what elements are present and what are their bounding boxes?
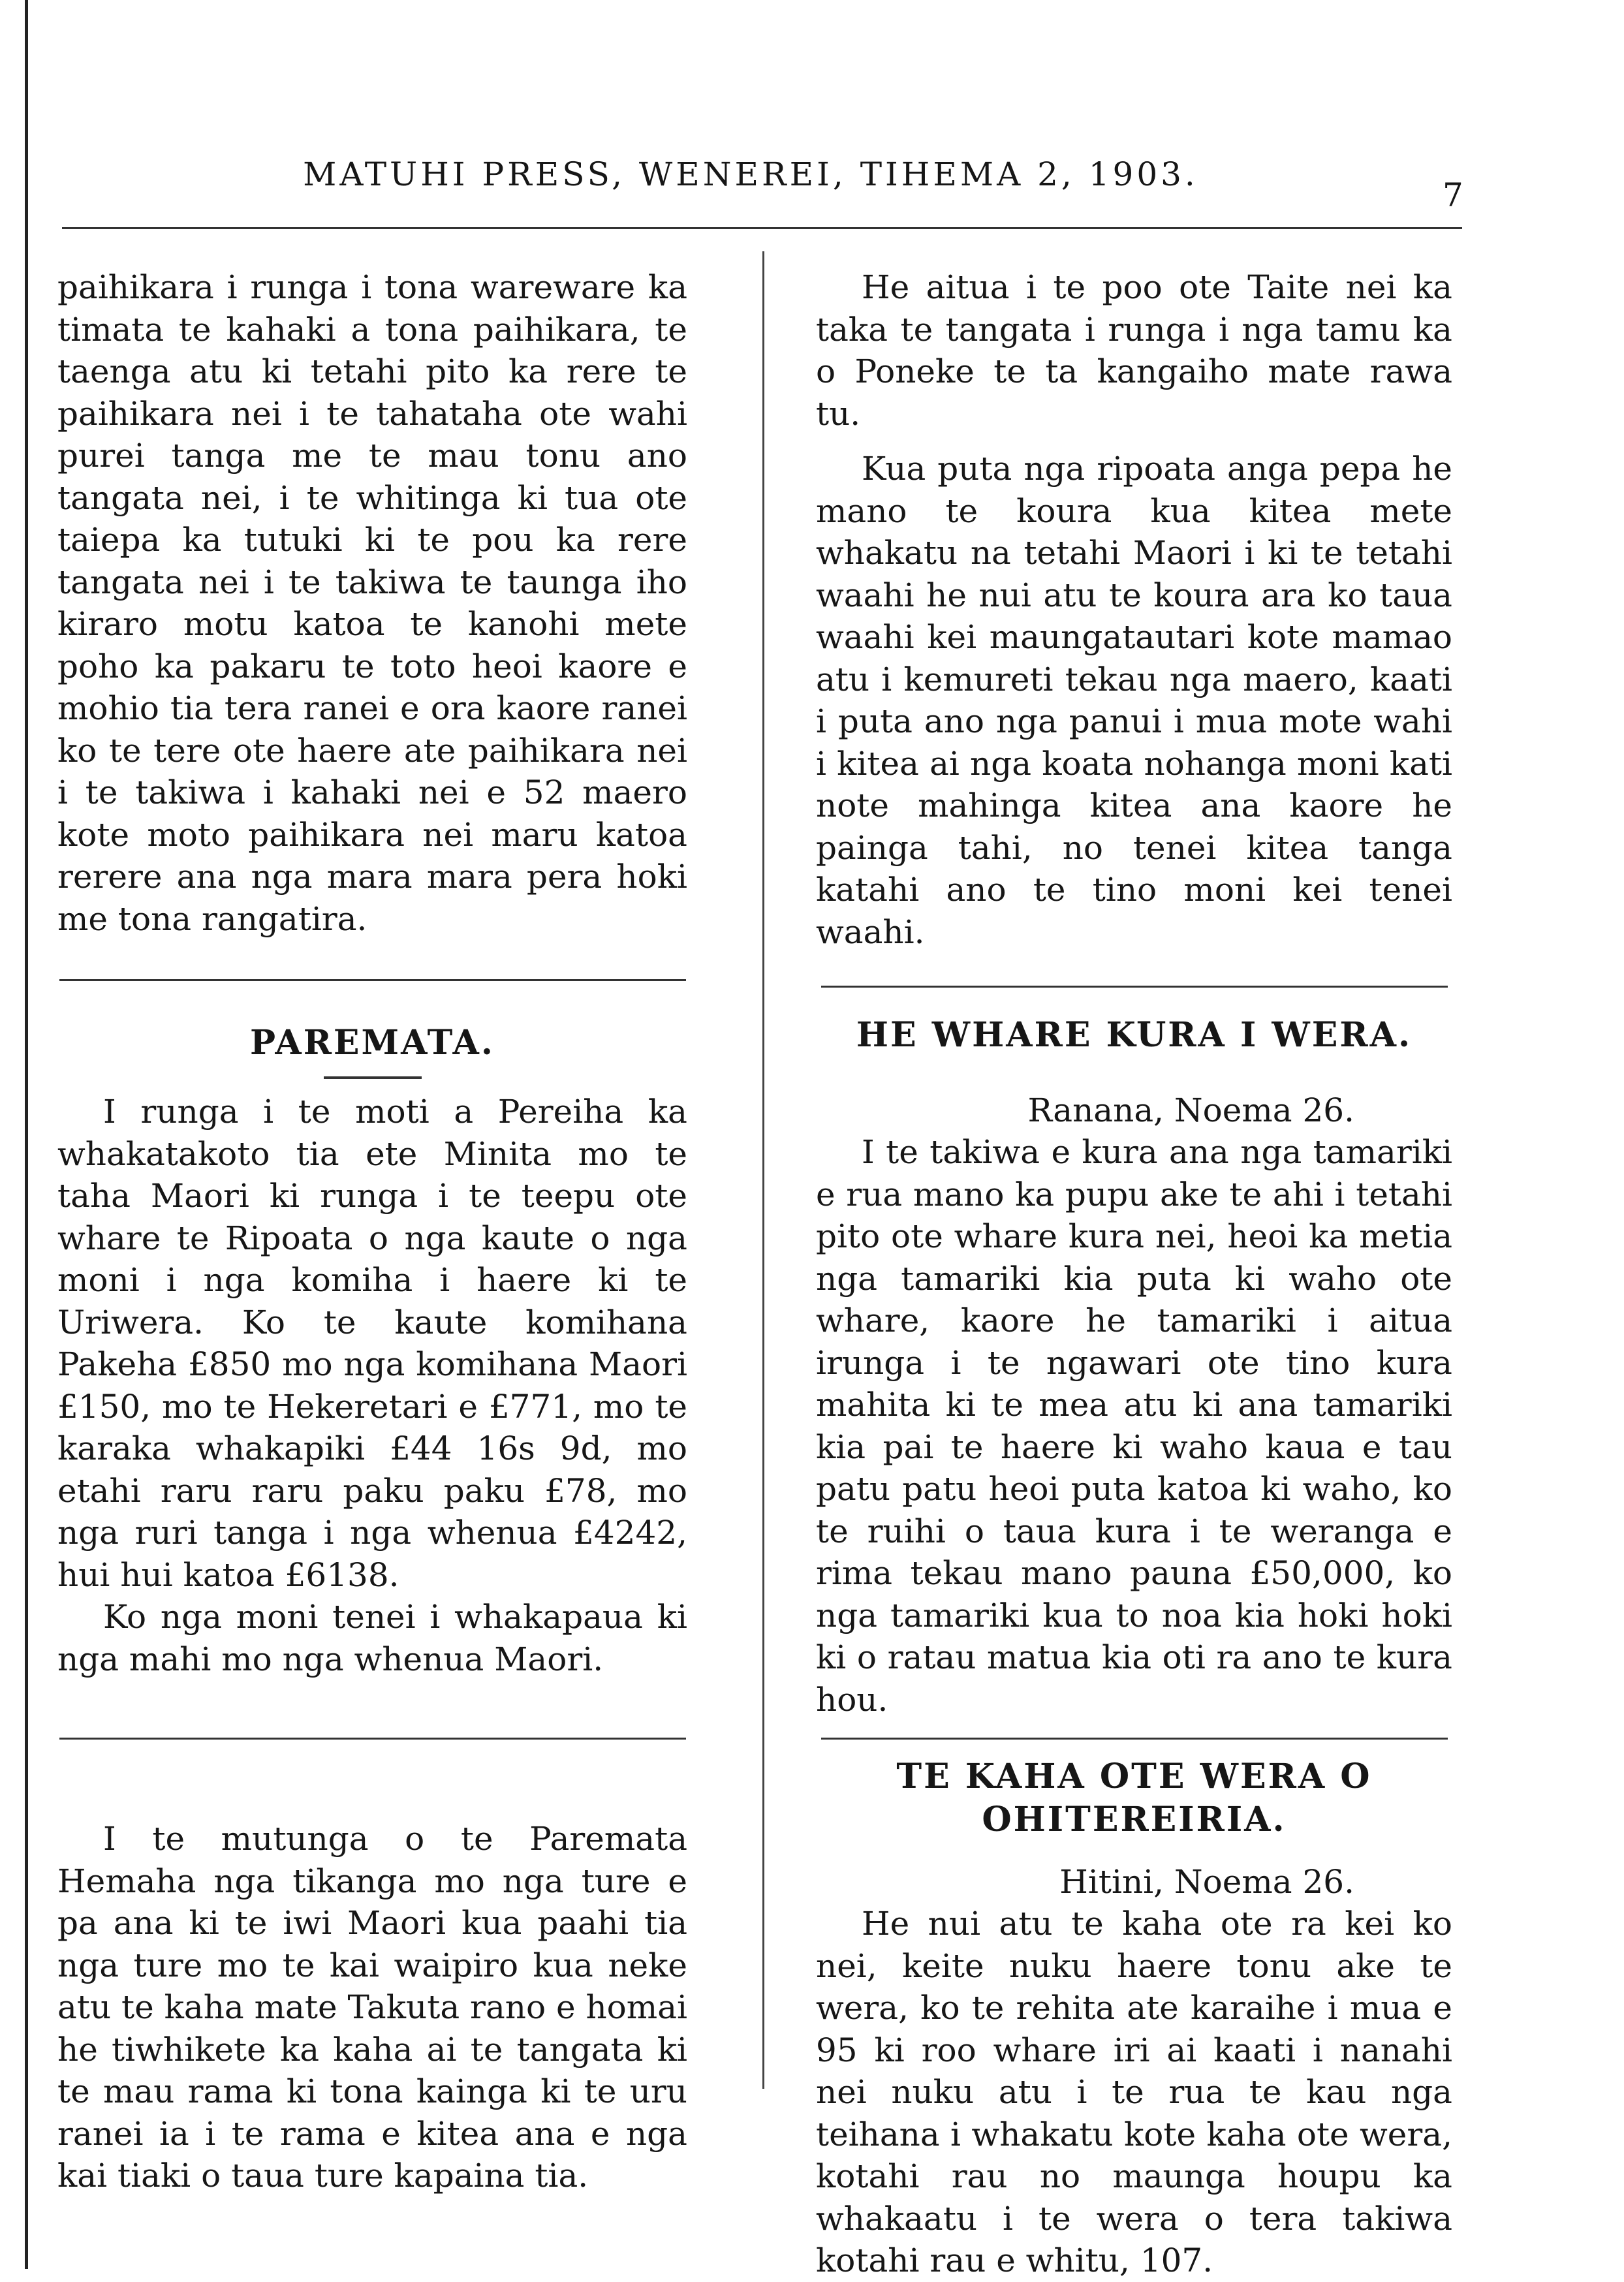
running-head: MATUHI PRESS, WENEREI, TIHEMA 2, 1903. bbox=[303, 155, 1198, 193]
dateline-sydney: Hitini, Noema 26. bbox=[1059, 1863, 1354, 1901]
heat-paragraph: He nui atu te kaha ote ra kei ko nei, keite nuku haere tonu ake te wera, ko te rehita ate karaihe i mua e 95 ki roo whare iri ai kaati i nanahi nei nuku atu i te rua te kau nga teihana i whakatu kote kaha ote wera, kotahi rau no maunga houpu ka whakaatu i te wera o tera takiwa kotahi rau e whitu, 107. bbox=[816, 1905, 1452, 2279]
right-column bbox=[816, 266, 1452, 2282]
left-column bbox=[57, 266, 687, 2197]
paremata-paragraph: I runga i te moti a Pereiha ka whakatakoto tia ete Minita mo te taha Maori ki runga i te teepu ote whare te Ripoata o nga kaute o nga moni i nga komiha i haere ki te Uriwera. Ko te kaute komihana Pakeha £850 mo nga komihana Maori £150, mo te Hekeretari e £771, mo te karaka whakapiki £44 16s 9d, mo etahi raru raru paku paku £78, mo nga ruri tanga i nga whenua £4242, hui hui katoa £6138. bbox=[57, 1093, 687, 1594]
title-underline bbox=[324, 1076, 422, 1079]
parliament-close-paragraph: I te mutunga o te Paremata Hemaha nga tikanga mo nga ture e pa ana ki te iwi Maori kua paahi tia nga ture mo te kai waipiro kua neke atu te kaha mate Takuta rano e homai he tiwhikete ka kaha ai te tangata ki te mau rama ki tona kainga ki te uru ranei ia i te rama e kitea ana e nga kai tiaki o taua ture kapaina tia. bbox=[57, 1820, 687, 2195]
continued-paragraph: paihikara i runga i tona wareware ka timata te kahaki a tona paihikara, te taenga atu ki tetahi pito ka rere te paihikara nei i te tahataha ote wahi purei tanga me te mau tonu ano tangata nei, i te whitinga ki tua ote taiepa ka tutuki ki te pou ka rere tangata nei i te takiwa te taunga iho kiraro motu katoa te kanohi mete poho ka pakaru te toto heoi kaore e mohio tia tera ranei e ora kaore ranei ko te tere ote haere ate paihikara nei i te takiwa i kahaki nei e 52 maero kote moto paihikara nei maru katoa rerere ana nga mara mara pera hoki me tona rangatira. bbox=[57, 268, 687, 938]
section-separator bbox=[821, 986, 1448, 988]
paremata-paragraph-2: Ko nga moni tenei i whakapaua ki nga mahi mo nga whenua Maori. bbox=[57, 1598, 687, 1678]
section-title-paremata: PAREMATA. bbox=[250, 1023, 495, 1063]
section-separator bbox=[821, 1738, 1448, 1740]
column-divider bbox=[762, 251, 764, 2089]
header-rule bbox=[62, 227, 1462, 229]
dateline-london: Ranana, Noema 26. bbox=[1027, 1091, 1354, 1129]
page-number: 7 bbox=[1443, 176, 1463, 214]
school-fire-paragraph: I te takiwa e kura ana nga tamariki e rua mano ka pupu ake te ahi i tetahi pito ote whare kura nei, heoi ka metia nga tamariki kia puta ki waho ote whare, kaore he tamariki i aitua irunga i te ngawari ote tino kura mahita ki te mea atu ki ana tamariki kia pai te haere ki waho kaua e tau patu patu heoi puta katoa ki waho, ko te ruihi o taua kura i te weranga e rima tekau mano pauna £50,000, ko nga tamariki kua to noa kia hoki hoki ki o ratau matua kia oti ra ano te kura hou. bbox=[816, 1133, 1452, 1719]
gold-report-paragraph: Kua puta nga ripoata anga pepa he mano te koura kua kitea mete whakatu na tetahi Maori i ki te tetahi waahi he nui atu te koura ara ko taua waahi kei maungatautari kote mamao atu i kemureti tekau nga maero, kaati i puta ano nga panui i mua mote wahi i kitea ai nga koata nohanga moni kati note mahinga kitea ana kaore he painga tahi, no tenei kitea tanga katahi ano te tino moni kei tenei waahi. bbox=[816, 450, 1452, 951]
section-title-school-fire: HE WHARE KURA I WERA. bbox=[856, 1015, 1413, 1055]
accident-paragraph: He aitua i te poo ote Taite nei ka taka te tangata i runga i nga tamu ka o Poneke te ta kangaiho mate rawa tu. bbox=[816, 268, 1452, 433]
section-separator bbox=[59, 979, 686, 981]
section-separator bbox=[59, 1738, 686, 1740]
section-title-australia-heat: TE KAHA OTE WERA O OHITEREIRIA. bbox=[896, 1757, 1372, 1839]
page-edge-line bbox=[25, 0, 28, 2269]
